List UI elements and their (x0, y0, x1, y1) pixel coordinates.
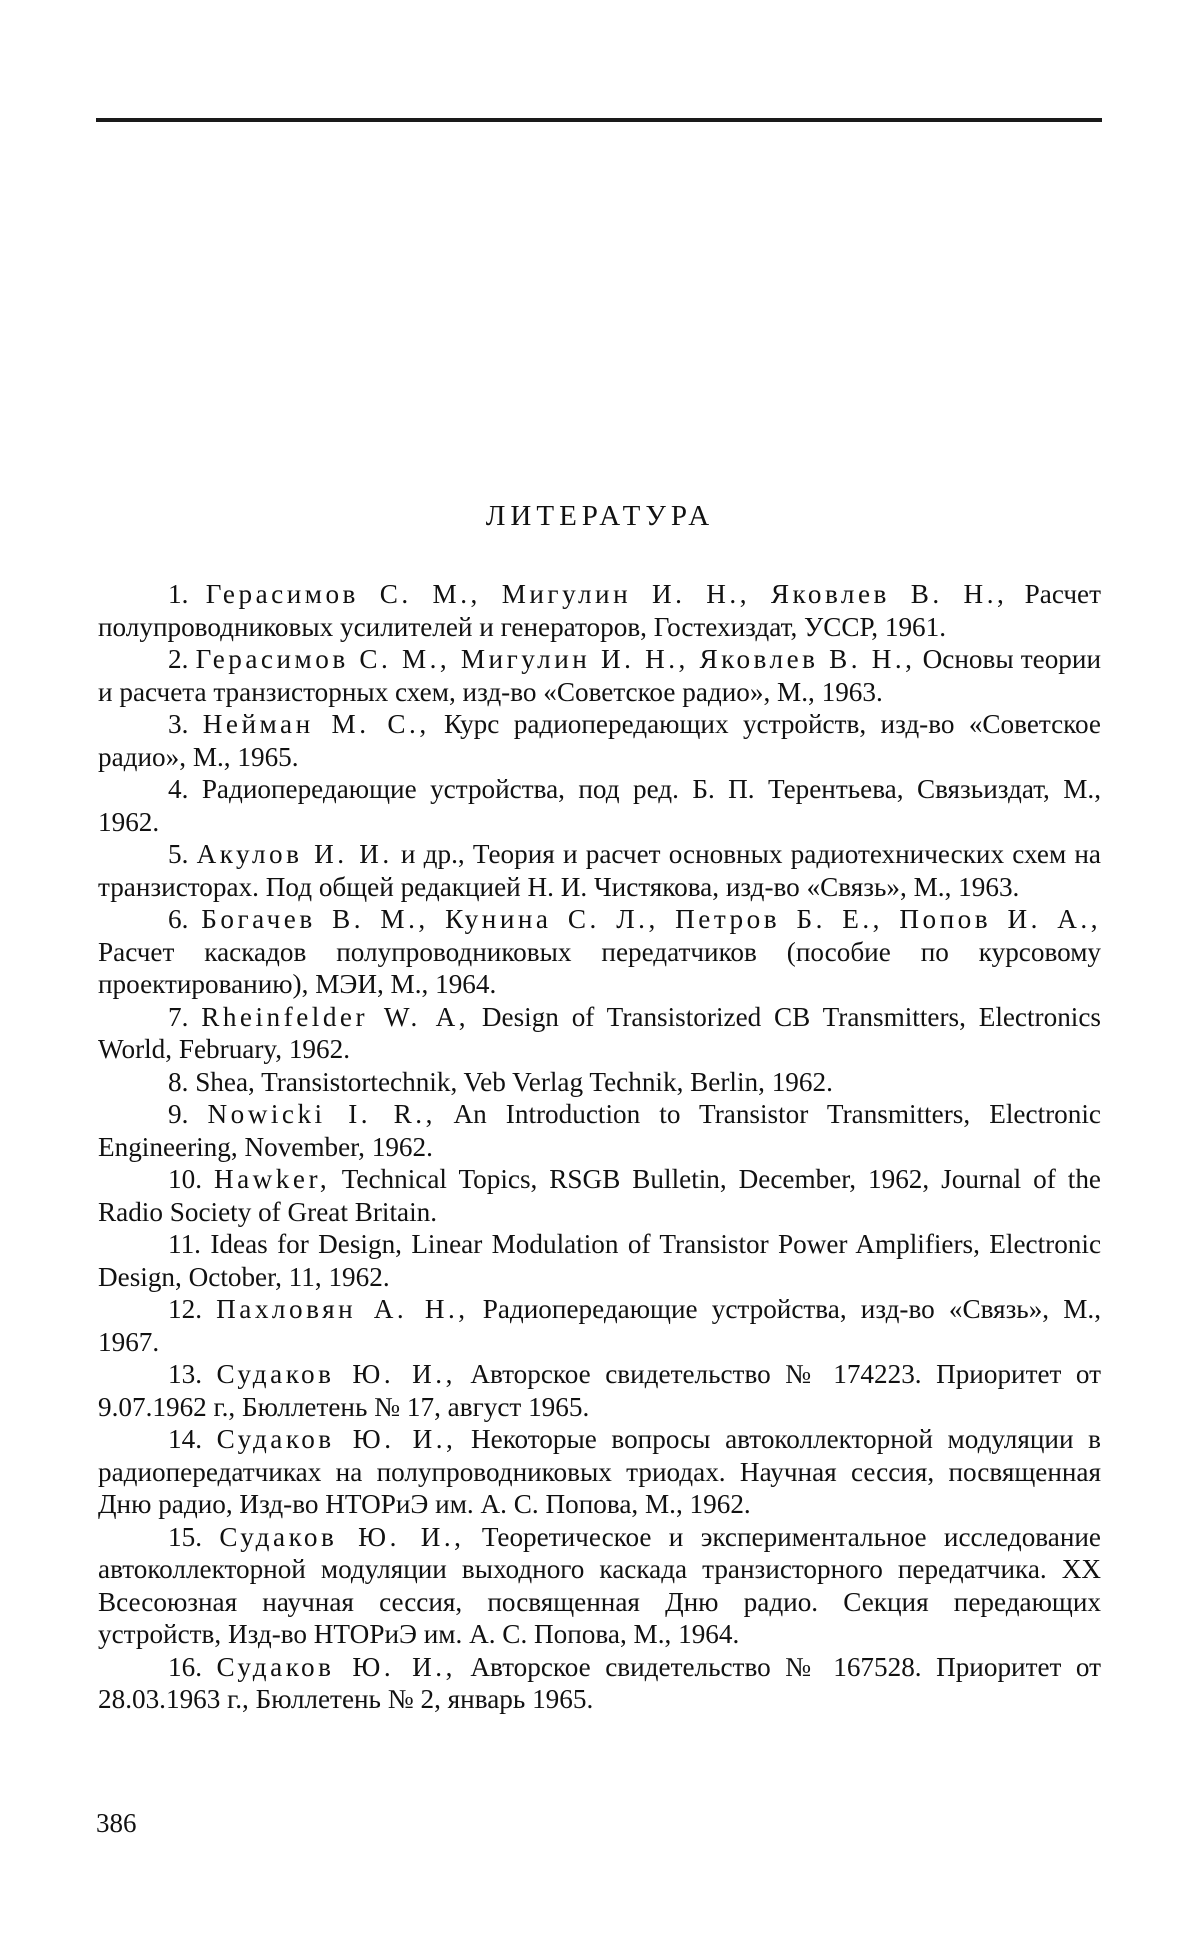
reference-number: 16. (168, 1651, 202, 1682)
reference-number: 7. (168, 1001, 189, 1032)
reference-item (98, 903, 1101, 1001)
reference-author: Судаков Ю. И., (216, 1424, 457, 1454)
reference-author: Hawker, (213, 1164, 331, 1194)
reference-number: 15. (168, 1521, 202, 1552)
reference-text: Основы теории и расчета транзисторных схем, изд-во «Советское радио», М., 1963. (98, 644, 1101, 707)
reference-number: 6. (168, 904, 189, 934)
reference-text: Авторское свидетельство № 167528. Приоритет от 28.03.1963 г., Бюллетень № 2, январь 1965. (98, 1651, 1102, 1714)
reference-author: Нейман М. С., (202, 709, 430, 739)
reference-text: Technical Topics, RSGB Bulletin, December, 1962, Journal of the Radio Society of Great Britain. (98, 1164, 1102, 1227)
reference-item (98, 1521, 1101, 1651)
reference-text: Теоретическое и экспериментальное исследование автоколлекторной модуляции выходного каскада транзисторного передатчика. XX Всесоюзная научная сессия, посвященная Дню радио. Секция передающих устройств, Изд-во НТОРиЭ им. А. С. Попова, М., 1964. (98, 1521, 1102, 1649)
reference-number: 1. (168, 579, 189, 609)
reference-number: 3. (168, 709, 189, 739)
reference-number: 13. (168, 1359, 202, 1389)
reference-item (98, 1651, 1101, 1716)
reference-text: Радиопередающие устройства, под ред. Б. П. Терентьева, Связьиздат, М., 1962. (98, 774, 1102, 837)
reference-item (98, 773, 1101, 838)
reference-number: 12. (168, 1294, 202, 1324)
reference-item (98, 838, 1101, 903)
reference-number: 2. (168, 644, 189, 674)
top-rule (96, 118, 1102, 122)
page-title: ЛИТЕРАТУРА (485, 500, 715, 532)
reference-text: Ideas for Design, Linear Modulation of Transistor Power Amplifiers, Electronic Design, October, 11, 1962. (98, 1229, 1102, 1292)
reference-text: Расчет каскадов полупроводниковых передатчиков (пособие по курсовому проектированию), МЭИ, М., 1964. (98, 936, 1101, 999)
reference-author: Судаков Ю. И., (216, 1651, 456, 1682)
reference-number: 8. (168, 1066, 189, 1097)
reference-item (98, 1098, 1101, 1163)
reference-text: Радиопередающие устройства, изд-во «Связь», М., 1967. (98, 1294, 1102, 1357)
reference-text: Курс радиопередающих устройств, изд-во «Советское радио», М., 1965. (98, 709, 1101, 772)
reference-number: 5. (168, 839, 189, 869)
reference-author: Nowicki I. R., (207, 1099, 436, 1129)
reference-item (98, 578, 1101, 643)
reference-text: Авторское свидетельство № 174223. Приоритет от 9.07.1962 г., Бюллетень № 17, август 1965. (98, 1359, 1102, 1422)
reference-author: Акулов И. И. (196, 839, 393, 869)
reference-author: Пахловян А. Н., (216, 1294, 469, 1324)
reference-item (98, 1358, 1101, 1423)
reference-item (98, 708, 1101, 773)
reference-text: Расчет полупроводниковых усилителей и генераторов, Гостехиздат, УССР, 1961. (98, 579, 1101, 642)
reference-number: 9. (168, 1099, 189, 1129)
reference-item (98, 1001, 1101, 1066)
reference-item (98, 643, 1101, 708)
reference-number: 4. (168, 774, 189, 804)
reference-text: An Introduction to Transistor Transmitters, Electronic Engineering, November, 1962. (98, 1099, 1101, 1162)
reference-item (98, 1423, 1101, 1521)
reference-author: Судаков Ю. И., (219, 1521, 465, 1552)
reference-item (98, 1228, 1101, 1293)
reference-text: Shea, Transistortechnik, Veb Verlag Technik, Berlin, 1962. (195, 1066, 833, 1097)
reference-author: Герасимов С. М., Мигулин И. Н., Яковлев В. Н., (195, 644, 916, 674)
reference-text: и др., Теория и расчет основных радиотехнических схем на транзисторах. Под общей редакцией Н. И. Чистякова, изд-во «Связь», М., 1963. (98, 839, 1101, 902)
reference-text: Design of Transistorized CB Transmitters, Electronics World, February, 1962. (98, 1001, 1101, 1064)
reference-list (98, 578, 1101, 1716)
reference-number: 11. (168, 1229, 201, 1259)
reference-number: 14. (168, 1424, 202, 1454)
reference-item (98, 1293, 1101, 1358)
reference-item (98, 1163, 1101, 1228)
reference-text: Некоторые вопросы автоколлекторной модуляции в радиопередатчиках на полупроводниковых триодах. Научная сессия, посвященная Дню радио, Изд-во НТОРиЭ им. А. С. Попова, М., 1962. (98, 1424, 1101, 1519)
reference-author: Rheinfelder W. A, (201, 1001, 470, 1032)
page-number: 386 (96, 1808, 137, 1838)
reference-author: Богачев В. М., Кунина С. Л., Петров Б. Е., Попов И. А., (201, 904, 1102, 934)
reference-author: Судаков Ю. И., (216, 1359, 456, 1389)
reference-item (98, 1066, 1101, 1099)
reference-author: Герасимов С. М., Мигулин И. Н., Яковлев В. Н., (205, 579, 1008, 609)
reference-number: 10. (168, 1164, 202, 1194)
